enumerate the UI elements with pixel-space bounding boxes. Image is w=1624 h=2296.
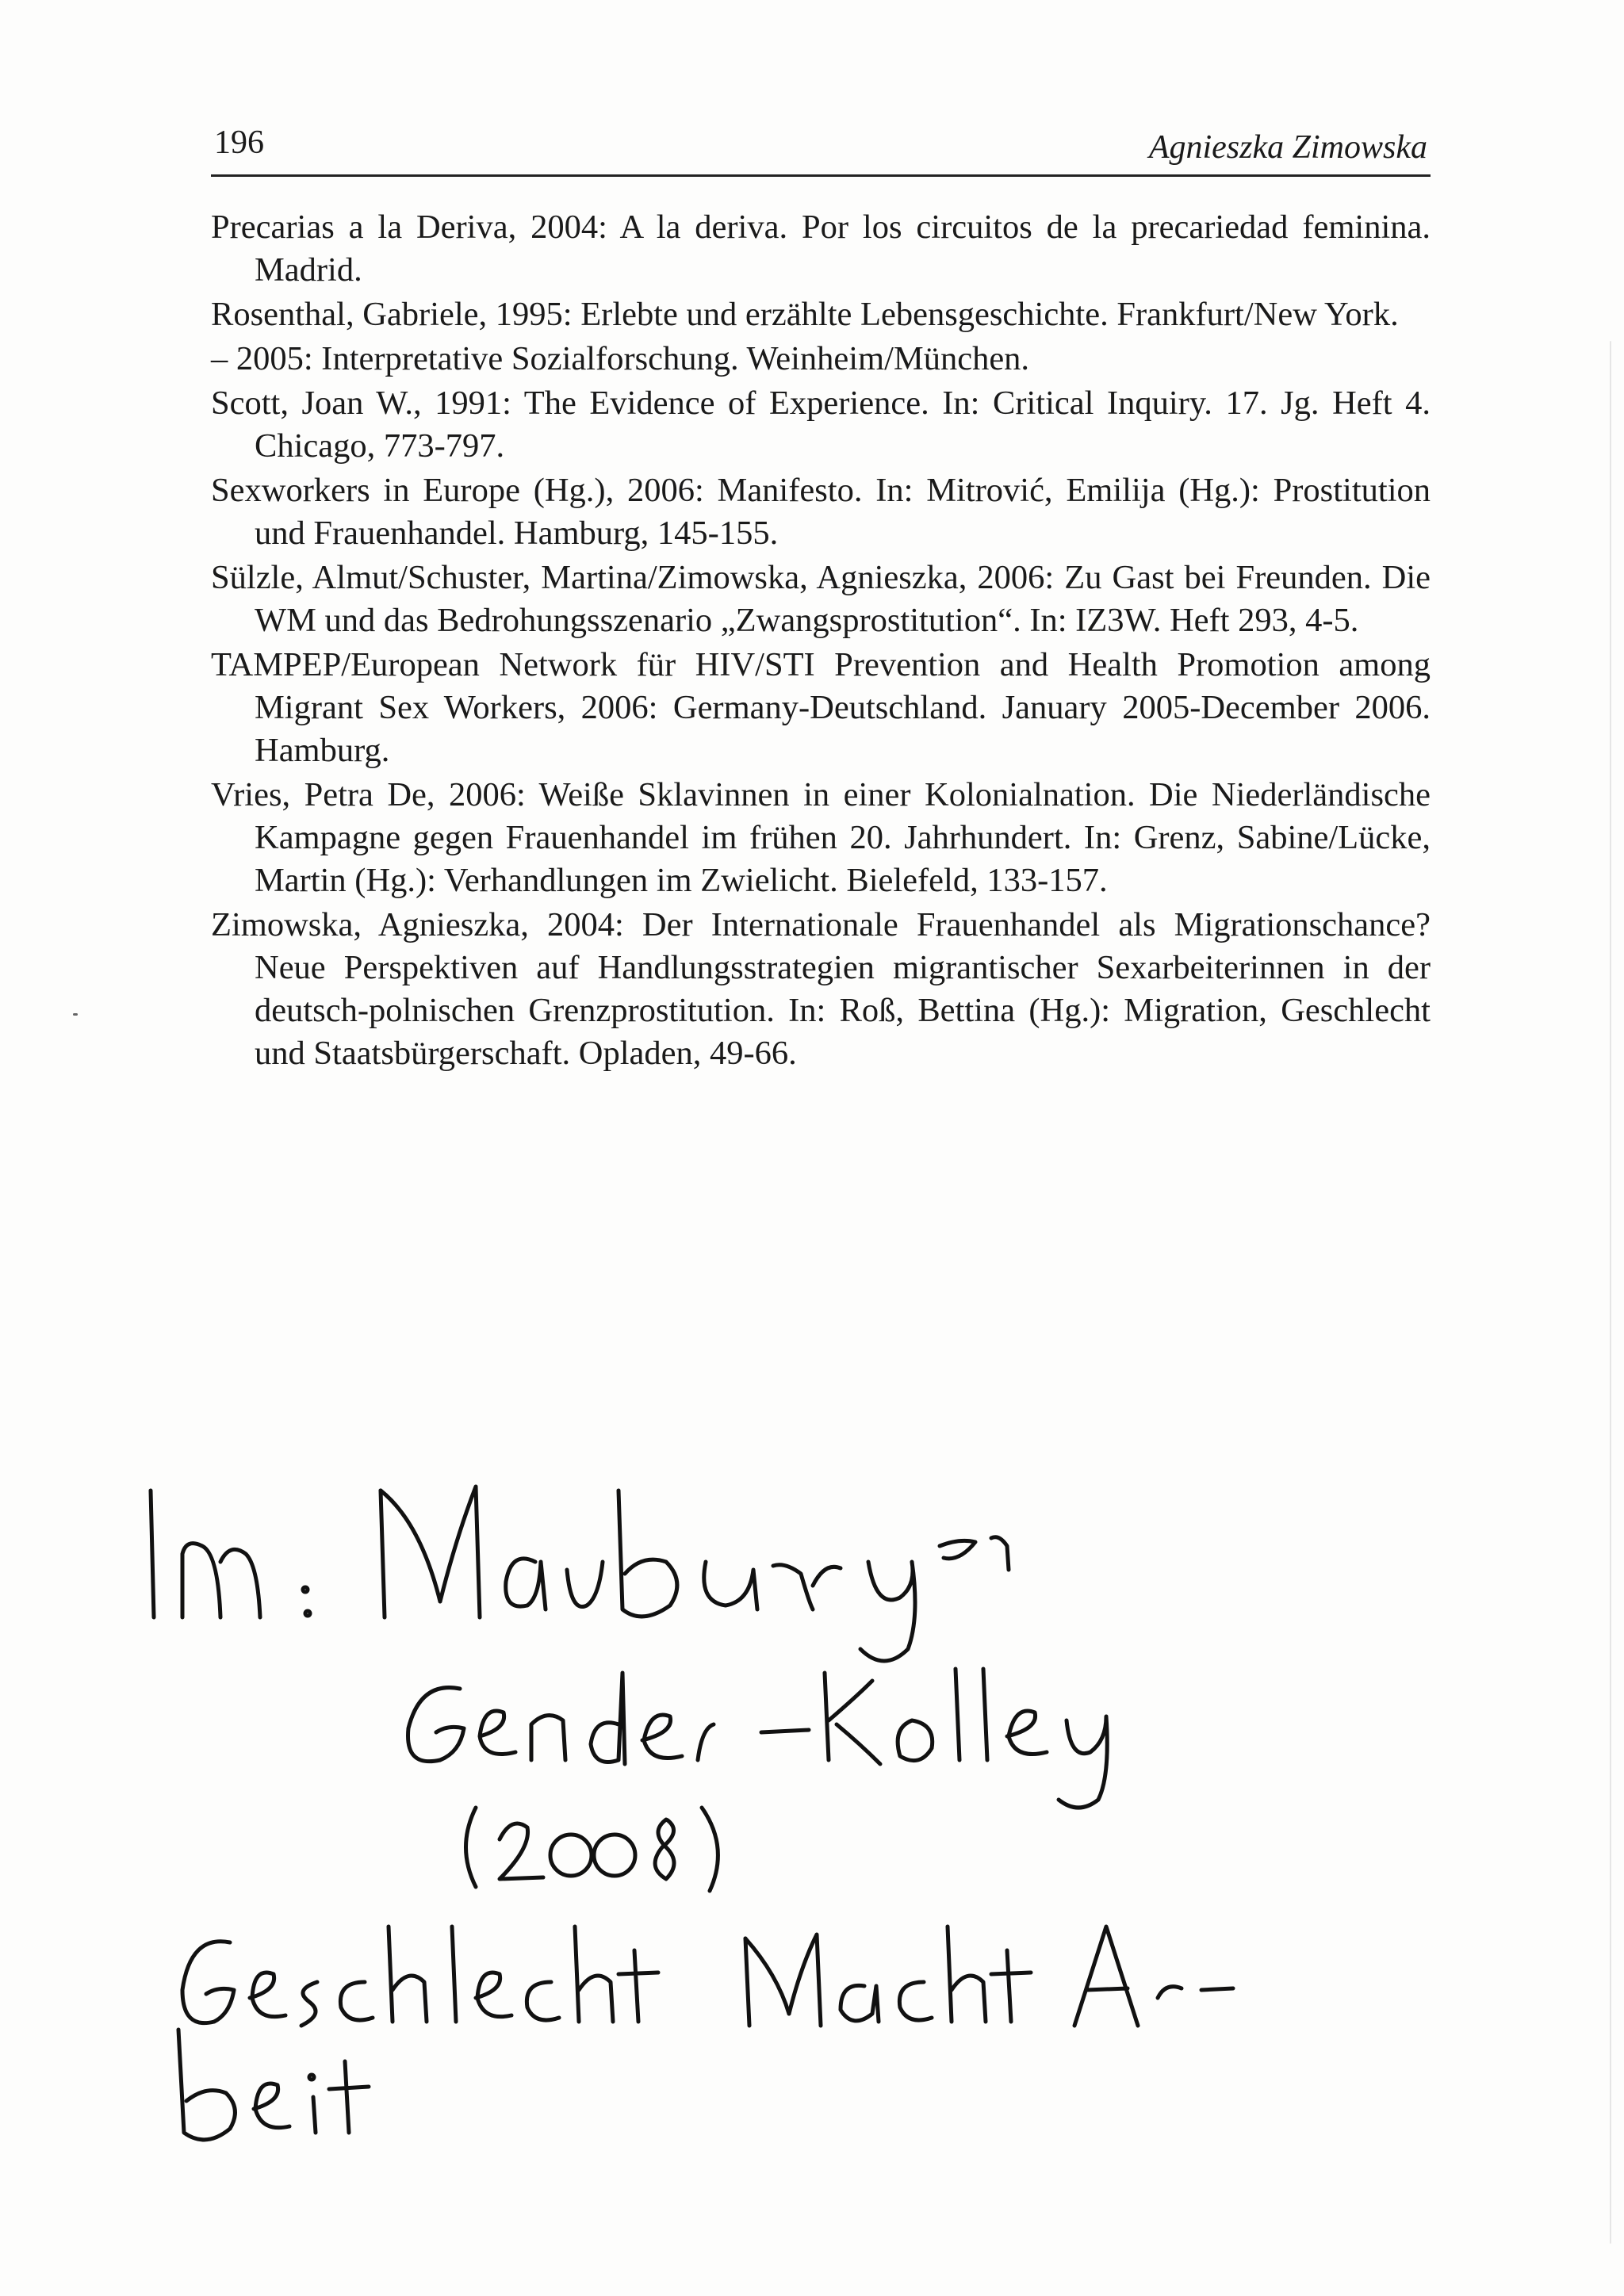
- running-head-author: Agnieszka Zimowska: [1148, 129, 1427, 166]
- reference-entry: TAMPEP/European Network für HIV/STI Prevention and Health Promotion among Migrant Sex Workers, 2006: Germany-Deutschland. January 2005-December 2006. Hamburg.: [211, 646, 1431, 769]
- handwritten-line-5: [178, 2030, 369, 2140]
- page-number: 196: [214, 124, 264, 161]
- handwritten-line-2: [408, 1669, 1108, 1808]
- reference-entry: Sülzle, Almut/Schuster, Martina/Zimowska, Agnieszka, 2006: Zu Gast bei Freunden. Die WM und das Bedrohungsszenario „Zwangsprostitution“. In: IZ3W. Heft 293, 4-5.: [211, 559, 1431, 639]
- reference-entry: Vries, Petra De, 2006: Weiße Sklavinnen in einer Kolonialnation. Die Niederländische Kampagne gegen Frauenhandel im frühen 20. Jahrhundert. In: Grenz, Sabine/Lücke, Martin (Hg.): Verhandlungen im Zwielicht. Bielefeld, 133-157.: [211, 776, 1431, 899]
- scan-artifact: [73, 1013, 78, 1016]
- handwritten-line-4: [182, 1927, 1233, 2026]
- reference-entry: – 2005: Interpretative Sozialforschung. Weinheim/München.: [211, 340, 1030, 377]
- reference-entry: Sexworkers in Europe (Hg.), 2006: Manifesto. In: Mitrović, Emilija (Hg.): Prostitution und Frauenhandel. Hamburg, 145-155.: [211, 472, 1431, 552]
- handwritten-note: [127, 1443, 1475, 2156]
- reference-entry: Precarias a la Deriva, 2004: A la deriva. Por los circuitos de la precariedad feminina. Madrid.: [211, 209, 1431, 289]
- handwritten-line-1: [151, 1487, 1009, 1661]
- handwritten-note-drawing: [127, 1443, 1475, 2156]
- reference-list: [211, 206, 1431, 1077]
- scan-edge: [1610, 341, 1611, 2244]
- reference-entry: Zimowska, Agnieszka, 2004: Der Internationale Frauenhandel als Migrationschance? Neue Perspektiven auf Handlungsstrategien migrantischer Sexarbeiterinnen in der deutsch-polnischen Grenzprostitution. In: Roß, Bettina (Hg.): Migration, Geschlecht und Staatsbürgerschaft. Opladen, 49-66.: [211, 906, 1431, 1072]
- reference-entry: Rosenthal, Gabriele, 1995: Erlebte und erzählte Lebensgeschichte. Frankfurt/New York.: [211, 296, 1399, 333]
- reference-entry: Scott, Joan W., 1991: The Evidence of Experience. In: Critical Inquiry. 17. Jg. Heft 4. Chicago, 773-797.: [211, 385, 1431, 465]
- running-head: [211, 119, 1431, 177]
- handwritten-line-3: [466, 1808, 718, 1891]
